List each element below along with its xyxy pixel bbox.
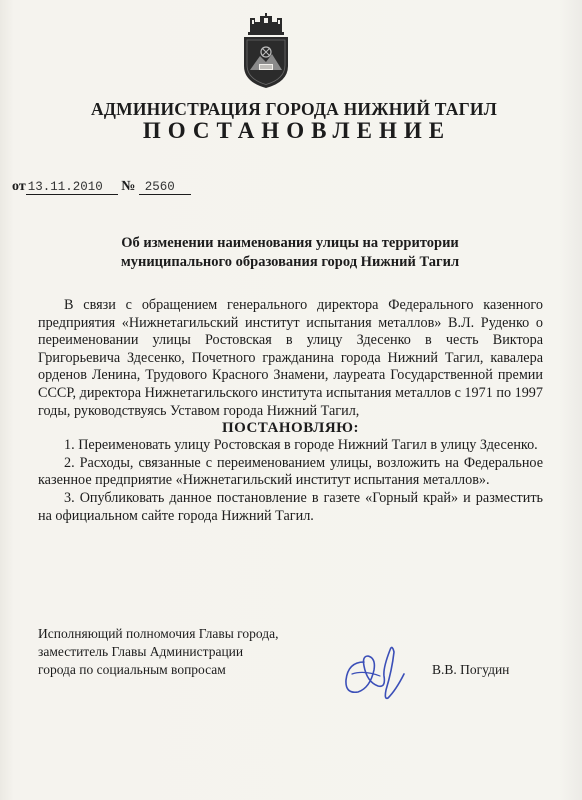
position-line-1: Исполняющий полномочия Главы города, xyxy=(38,626,279,641)
position-line-3: города по социальным вопросам xyxy=(38,662,226,677)
subject-line-1: Об изменении наименования улицы на территории xyxy=(121,235,459,251)
number-label: № xyxy=(121,179,136,194)
decree-item-1: 1. Переименовать улицу Ростовская в городе Нижний Тагил в улицу Здесенко. xyxy=(64,437,538,454)
signer-position xyxy=(38,625,278,679)
signer-name: В.В. Погудин xyxy=(432,662,510,677)
document-subject xyxy=(40,234,540,272)
handwritten-signature xyxy=(334,640,414,706)
date-value: 13.11.2010 xyxy=(26,180,118,195)
administration-title: АДМИНИСТРАЦИЯ ГОРОДА НИЖНИЙ ТАГИЛ xyxy=(91,99,497,119)
subject-line-2: муниципального образования город Нижний Тагил xyxy=(120,254,460,270)
decree-word: ПОСТАНОВЛЯЮ: xyxy=(221,420,360,437)
document-body xyxy=(38,297,543,525)
date-label: от xyxy=(12,179,26,194)
decree-item-3: 3. Опубликовать данное постановление в газете «Горный край» и разместить на официальном сайте города Нижний Тагил. xyxy=(38,489,543,524)
city-coat-of-arms-icon xyxy=(238,12,294,90)
position-line-2: заместитель Главы Администрации xyxy=(38,644,244,659)
preamble-paragraph: В связи с обращением генерального директора Федерального казенного предприятия «Нижнетагильский институт испытания металлов» В.Л. Руденко о переименовании улицы Ростовская в улицу Здесенко в честь Виктора Григорьевича Здесенко, Почетного гражданина города Нижний Тагил, кавалера орденов Ленина, Трудового Красного Знамени, лауреата Государственной премии СССР, директора Нижнетагильского института испытания металлов с 1971 по 1997 годы, руководствуясь Уставом города Нижний Тагил, xyxy=(38,297,543,419)
decree-item-2: 2. Расходы, связанные с переименованием улицы, возложить на Федеральное казенное предприятие «Нижнетагильский институт испытания металлов». xyxy=(38,454,543,489)
document-type-title: ПОСТАНОВЛЕНИЕ xyxy=(142,118,452,143)
number-value: 2560 xyxy=(139,180,191,195)
registration-line xyxy=(12,179,191,195)
